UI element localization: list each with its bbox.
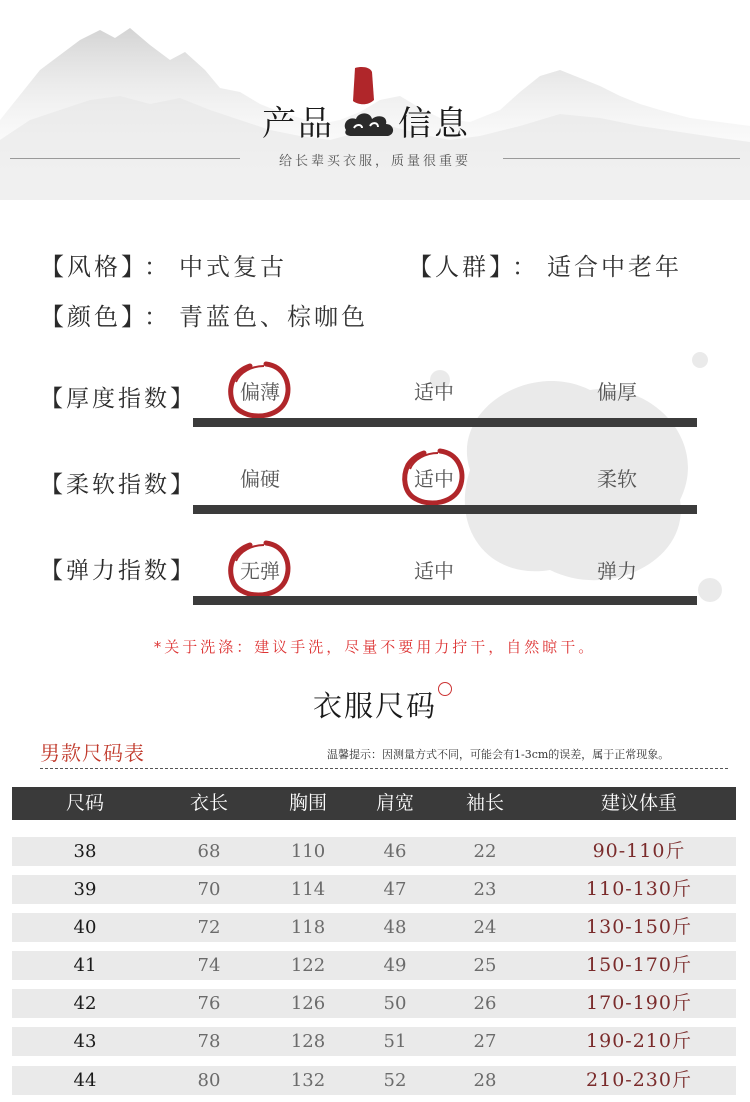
size-table-header [12,787,736,820]
table-cell: 52 [383,1070,407,1091]
index-option: 偏薄 [240,380,280,404]
table-cell: 72 [197,917,221,938]
seal-icon [350,66,376,106]
page-title-left: 产品 [262,104,334,144]
color-key: 【颜色】 [40,303,136,331]
table-cell: 41 [73,955,97,976]
column-header: 肩宽 [375,792,414,814]
table-row [12,1027,736,1056]
index-option: 适中 [414,467,454,491]
index-option: 偏硬 [240,467,280,491]
info-color-row [40,297,368,332]
index-scale-bar [193,505,697,514]
info-style-row [40,247,287,282]
table-cell: 70 [197,879,221,900]
red-seal-stamp [350,66,376,106]
colon: ： [512,253,539,281]
header-subtitle: 给长辈买衣服，质量很重要 [278,154,471,169]
table-cell: 110-130斤 [586,878,692,900]
table-cell: 110 [290,841,326,862]
column-header: 尺码 [65,792,104,814]
table-cell: 38 [73,841,97,862]
crowd-value: 适合中老年 [547,253,682,281]
table-cell: 80 [197,1070,221,1091]
index-option: 无弹 [240,559,280,583]
table-cell: 132 [290,1070,326,1091]
table-cell: 90-110斤 [592,840,686,862]
table-row [12,837,736,866]
table-cell: 74 [197,955,221,976]
table-cell: 26 [473,993,497,1014]
index-label: 【厚度指数】 [40,386,196,412]
column-header: 袖长 [465,792,504,814]
index-option: 偏厚 [597,380,637,404]
table-cell: 28 [473,1070,497,1091]
table-cell: 44 [73,1070,97,1091]
table-cell: 118 [290,917,326,938]
table-cell: 130-150斤 [586,916,692,938]
table-cell: 23 [473,879,497,900]
info-crowd-row [408,247,682,282]
title-circle-icon [438,682,452,696]
page-title-right: 信息 [398,104,470,144]
style-key: 【风格】 [40,253,136,281]
table-cell: 210-230斤 [586,1069,692,1091]
table-cell: 128 [290,1031,326,1052]
color-value: 青蓝色、棕咖色 [179,303,368,331]
index-label: 【弹力指数】 [40,558,196,584]
table-cell: 27 [473,1031,497,1052]
table-cell: 47 [383,879,407,900]
table-cell: 22 [473,841,497,862]
index-option: 适中 [414,559,454,583]
selected-ring-icon [226,360,292,420]
table-cell: 114 [290,879,326,900]
column-header: 衣长 [189,792,228,814]
size-chart-title: 衣服尺码 [312,689,437,723]
mens-size-label: 男款尺码表 [40,741,145,765]
auspicious-cloud-icon [340,108,400,142]
table-cell: 24 [473,917,497,938]
table-row [12,951,736,980]
subtitle-rule-left [10,158,240,159]
selected-ring-icon [400,447,466,507]
table-cell: 126 [290,993,326,1014]
washing-care-note: *关于洗涤：建议手洗，尽量不要用力拧干，自然晾干。 [153,638,597,656]
table-cell: 43 [73,1031,97,1052]
dashed-divider [40,768,728,769]
table-cell: 42 [73,993,97,1014]
index-option: 弹力 [597,559,637,583]
table-cell: 122 [290,955,326,976]
index-scale-bar [193,418,697,427]
table-cell: 40 [73,917,97,938]
selected-ring-icon [226,539,292,599]
table-cell: 39 [73,879,97,900]
table-row [12,989,736,1018]
table-row [12,1066,736,1095]
table-cell: 190-210斤 [586,1030,692,1052]
style-value: 中式复古 [179,253,287,281]
table-cell: 51 [383,1031,407,1052]
table-row [12,913,736,942]
table-cell: 50 [383,993,407,1014]
colon: ： [144,303,171,331]
table-cell: 46 [383,841,407,862]
table-cell: 170-190斤 [586,992,692,1014]
table-cell: 76 [197,993,221,1014]
index-option: 适中 [414,380,454,404]
column-header: 胸围 [288,792,327,814]
colon: ： [144,253,171,281]
table-cell: 150-170斤 [586,954,692,976]
table-row [12,875,736,904]
table-cell: 49 [383,955,407,976]
table-cell: 25 [473,955,497,976]
table-cell: 48 [383,917,407,938]
measurement-tip: 温馨提示：因测量方式不同，可能会有1-3cm的误差，属于正常现象。 [327,748,670,761]
table-cell: 68 [197,841,221,862]
subtitle-rule-right [503,158,740,159]
column-header: 建议体重 [600,792,677,814]
table-cell: 78 [197,1031,221,1052]
crowd-key: 【人群】 [408,253,504,281]
index-label: 【柔软指数】 [40,472,196,498]
index-option: 柔软 [597,467,637,491]
index-scale-bar [193,596,697,605]
